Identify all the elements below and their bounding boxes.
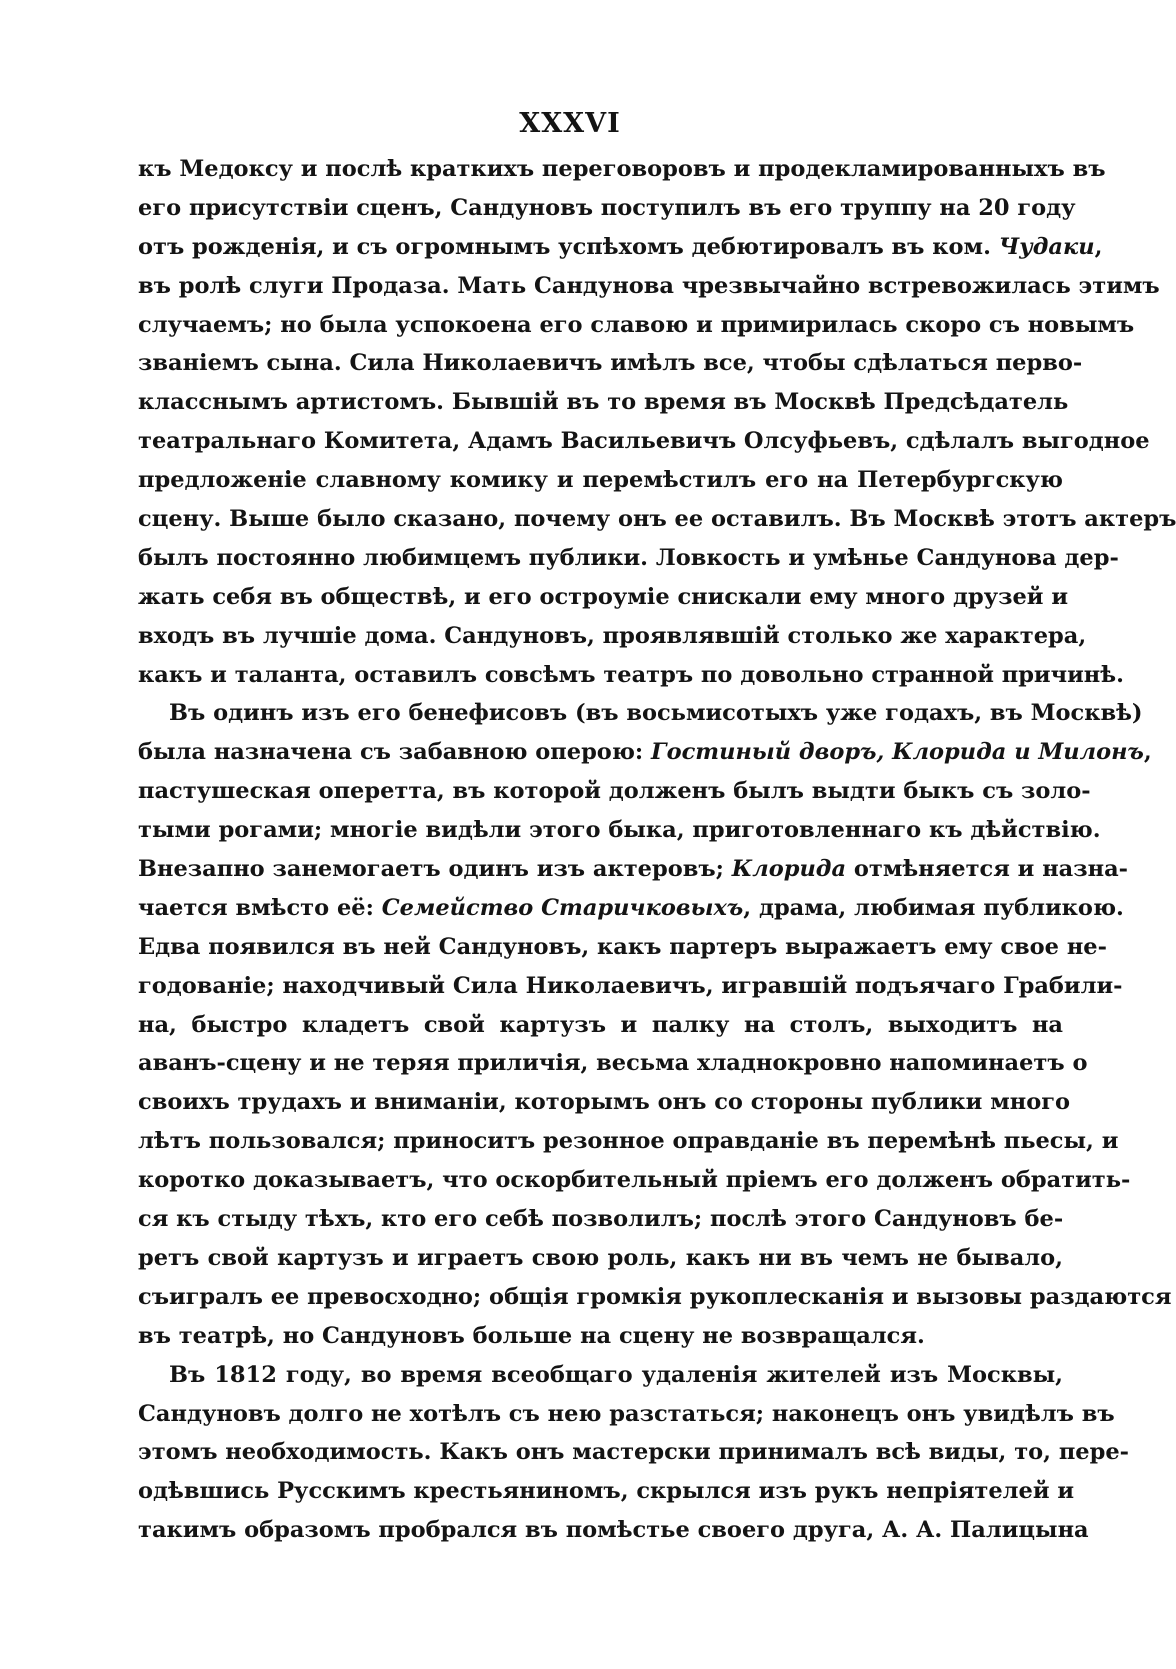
line-text-after: , драма, любимая публикою. — [743, 894, 1124, 921]
text-line — [138, 733, 1152, 772]
text-line — [138, 1317, 1063, 1356]
italic-title: Семейство Старичковыхъ — [381, 894, 744, 921]
line-text-after: , — [1143, 739, 1152, 766]
line-text: Въ одинъ изъ его бенефисовъ (въ восьмисотыхъ уже годахъ, въ Москвѣ) — [169, 700, 1143, 727]
line-text: была назначена съ забавною оперою: — [138, 739, 652, 766]
line-text: Сандуновъ долго не хотѣлъ съ нею разстаться; наконецъ онъ увидѣлъ въ — [138, 1400, 1115, 1427]
text-line — [138, 1044, 1088, 1083]
line-text: класснымъ артистомъ. Бывшій въ то время въ Москвѣ Предсѣдатель — [138, 389, 1069, 416]
text-line — [138, 772, 1091, 811]
line-text: случаемъ; но была успокоена его славою и примирилась скоро съ новымъ — [138, 311, 1135, 338]
line-text: Въ 1812 году, во время всеобщаго удаленія жителей изъ Москвы, — [169, 1361, 1063, 1388]
line-text: входъ въ лучшіе дома. Сандуновъ, проявлявшій столько же характера, — [138, 622, 1087, 649]
text-line — [138, 811, 1101, 850]
text-line — [138, 500, 1176, 539]
line-text: пастушеская оперетта, въ которой долженъ былъ выдти быкъ съ золо- — [138, 778, 1091, 805]
text-line — [138, 928, 1107, 967]
line-text: такимъ образомъ пробрался въ помѣстье своего друга, А. А. Палицына — [138, 1517, 1089, 1544]
line-text: годованіе; находчивый Сила Николаевичъ, игравшій подъячаго Грабили- — [138, 972, 1123, 999]
line-text: чается вмѣсто её: — [138, 894, 382, 921]
text-line — [138, 150, 1106, 189]
italic-title: Гостиный дворъ, Клорида и Милонъ — [651, 739, 1144, 766]
line-text: аванъ-сцену и не теряя приличія, весьма хладнокровно напоминаетъ о — [138, 1050, 1088, 1077]
line-text: ся къ стыду тѣхъ, кто его себѣ позволилъ; послѣ этого Сандуновъ бе- — [138, 1206, 1064, 1233]
text-line — [138, 1433, 1129, 1472]
text-line — [138, 383, 1069, 422]
text-line — [138, 889, 1124, 928]
line-text: предложеніе славному комику и перемѣстилъ его на Петербургскую — [138, 467, 1063, 494]
text-line — [138, 1161, 1131, 1200]
line-text-after: отмѣняется и назна- — [846, 856, 1128, 883]
italic-title: Чудаки — [998, 233, 1095, 260]
page-number: XXXVI — [519, 108, 621, 139]
line-text: сцену. Выше было сказано, почему онъ ее оставилъ. Въ Москвѣ этотъ актеръ — [138, 506, 1176, 533]
line-text: званіемъ сына. Сила Николаевичъ имѣлъ все, чтобы сдѣлаться перво- — [138, 350, 1083, 377]
text-line — [138, 267, 1160, 306]
line-text: одѣвшись Русскимъ крестьяниномъ, скрылся изъ рукъ непріятелей и — [138, 1478, 1075, 1505]
italic-title: Клорида — [731, 856, 847, 883]
line-text: Внезапно занемогаетъ одинъ изъ актеровъ; — [138, 856, 732, 883]
line-text: въ театрѣ, но Сандуновъ больше на сцену не возвращался. — [138, 1322, 925, 1349]
text-line — [138, 1122, 1119, 1161]
text-line — [138, 850, 1128, 889]
text-line — [138, 1511, 1089, 1550]
text-line — [138, 967, 1123, 1006]
text-line — [138, 1356, 1063, 1395]
line-text: къ Медоксу и послѣ краткихъ переговоровъ и продекламированныхъ въ — [138, 156, 1106, 182]
text-line — [138, 422, 1150, 461]
line-text: коротко доказываетъ, что оскорбительный пріемъ его долженъ обратить- — [138, 1167, 1131, 1194]
text-line — [138, 306, 1135, 345]
line-text: жать себя въ обществѣ, и его остроуміе снискали ему много друзей и — [138, 583, 1069, 610]
line-text: ретъ свой картузъ и играетъ свою роль, какъ ни въ чемъ не бывало, — [138, 1244, 1063, 1271]
text-line — [138, 578, 1069, 617]
text-line — [138, 656, 1124, 695]
line-text: тыми рогами; многіе видѣли этого быка, приготовленнаго къ дѣйствію. — [138, 817, 1101, 844]
text-line — [138, 1006, 1063, 1045]
text-line — [138, 617, 1087, 656]
body-text — [138, 150, 1176, 1550]
line-text: театральнаго Комитета, Адамъ Васильевичъ Олсуфьевъ, сдѣлалъ выгодное — [138, 428, 1150, 455]
line-text: на, быстро кладетъ свой картузъ и палку на столъ, выходитъ на — [138, 1011, 1063, 1038]
text-line — [138, 539, 1119, 578]
text-line — [138, 1278, 1172, 1317]
line-text: своихъ трудахъ и вниманіи, которымъ онъ со стороны публики много — [138, 1089, 1071, 1116]
line-text: Едва появился въ ней Сандуновъ, какъ партеръ выражаетъ ему свое не- — [138, 933, 1107, 960]
text-line — [138, 1239, 1063, 1278]
line-text-after: , — [1094, 233, 1103, 260]
text-line — [138, 189, 1076, 228]
line-text: этомъ необходимость. Какъ онъ мастерски принималъ всѣ виды, то, пере- — [138, 1439, 1129, 1466]
text-line — [138, 694, 1143, 733]
line-text: былъ постоянно любимцемъ публики. Ловкость и умѣнье Сандунова дер- — [138, 544, 1119, 571]
text-line — [138, 461, 1063, 500]
line-text: съигралъ ее превосходно; общія громкія рукоплесканія и вызовы раздаются — [138, 1283, 1172, 1310]
text-line — [138, 228, 1103, 267]
text-line — [138, 1200, 1063, 1239]
line-text: отъ рожденія, и съ огромнымъ успѣхомъ дебютировалъ въ ком. — [138, 233, 999, 260]
line-text: какъ и таланта, оставилъ совсѣмъ театръ по довольно странной причинѣ. — [138, 661, 1124, 688]
line-text: его присутствіи сценъ, Сандуновъ поступилъ въ его труппу на 20 году — [138, 194, 1076, 221]
text-line — [138, 344, 1083, 383]
text-line — [138, 1395, 1115, 1434]
text-line — [138, 1472, 1075, 1511]
line-text: въ ролѣ слуги Продаза. Мать Сандунова чрезвычайно встревожилась этимъ — [138, 272, 1160, 299]
line-text: лѣтъ пользовался; приноситъ резонное оправданіе въ перемѣнѣ пьесы, и — [138, 1128, 1119, 1155]
text-line — [138, 1083, 1071, 1122]
